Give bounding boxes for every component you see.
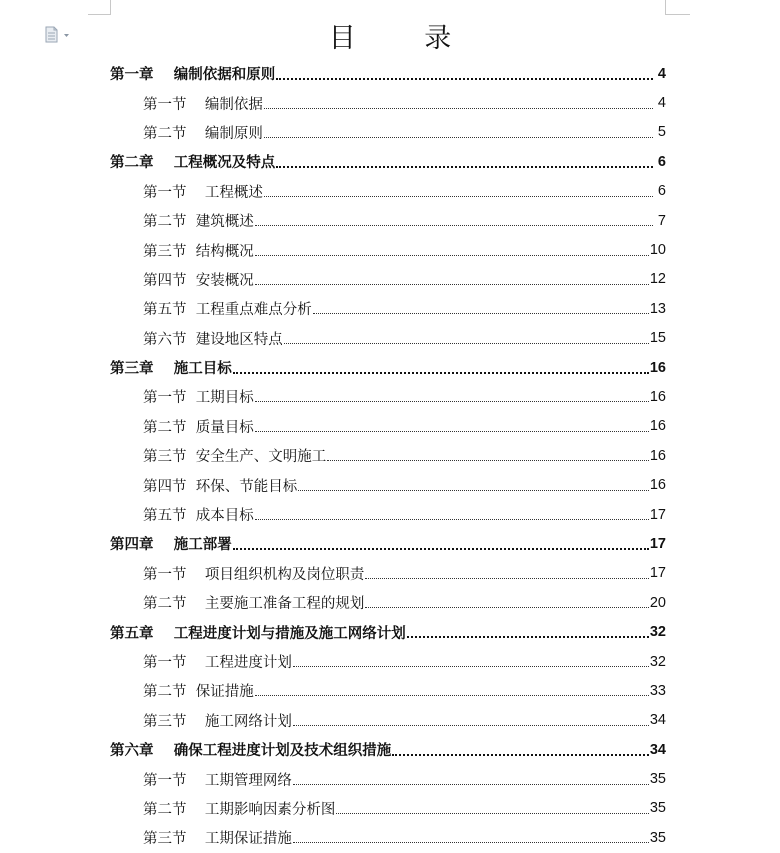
toc-entry-label: 第一节 工程概述	[143, 184, 263, 201]
dot-leader	[327, 460, 649, 461]
toc-entry-label: 第二节 工期影响因素分析图	[143, 801, 336, 818]
toc-chapter-entry[interactable]	[110, 353, 666, 382]
toc-entry-label: 第六节 建设地区特点	[143, 331, 283, 348]
toc-entry-label: 第二节 保证措施	[143, 684, 254, 701]
toc-chapter-entry[interactable]	[110, 59, 666, 88]
toc-page-number: 35	[649, 829, 666, 846]
toc-section-entry[interactable]	[110, 676, 666, 705]
toc-page-number: 10	[649, 242, 666, 259]
toc-entry-label: 第一节 工期管理网络	[143, 772, 292, 789]
dot-leader	[293, 842, 649, 843]
toc-chapter-entry[interactable]	[110, 735, 666, 764]
toc-section-entry[interactable]	[110, 647, 666, 676]
toc-section-entry[interactable]	[110, 382, 666, 411]
toc-entry-label: 第一节 项目组织机构及岗位职责	[143, 566, 365, 583]
toc-entry-label: 第二节 编制原则	[143, 125, 263, 142]
toc-page-number: 4	[657, 95, 666, 112]
toc-entry-label: 第二章 工程概况及特点	[110, 155, 276, 172]
dot-leader	[233, 372, 649, 374]
toc-page-number: 33	[649, 682, 666, 699]
dot-leader	[255, 255, 649, 256]
dot-leader	[407, 636, 649, 638]
dot-leader	[264, 196, 653, 197]
toc-chapter-entry[interactable]	[110, 529, 666, 558]
toc-section-entry[interactable]	[110, 412, 666, 441]
dot-leader	[365, 578, 648, 579]
toc-page-number: 34	[649, 741, 666, 758]
toc-page-number: 6	[657, 153, 666, 170]
dot-leader	[313, 313, 649, 314]
toc-page-number: 20	[649, 594, 666, 611]
dot-leader	[255, 225, 653, 226]
dot-leader	[293, 725, 649, 726]
dot-leader	[264, 137, 653, 138]
toc-chapter-entry[interactable]	[110, 147, 666, 176]
toc-section-entry[interactable]	[110, 559, 666, 588]
toc-entry-label: 第二节 质量目标	[143, 419, 254, 436]
toc-page-number: 35	[649, 771, 666, 788]
dot-leader	[392, 754, 649, 756]
toc-page-number: 34	[649, 712, 666, 729]
crop-mark-top-left	[88, 0, 111, 15]
dot-leader	[365, 607, 648, 608]
dot-leader	[255, 431, 649, 432]
dot-leader	[264, 108, 653, 109]
toc-entry-label: 第三节 施工网络计划	[143, 713, 292, 730]
toc-entry-label: 第一节 工程进度计划	[143, 655, 292, 671]
toc-page-number: 16	[649, 418, 666, 435]
toc-entry-label: 第三节 安全生产、文明施工	[143, 449, 327, 466]
dot-leader	[255, 695, 649, 696]
toc-entry-label: 第一章 编制依据和原则	[110, 67, 276, 84]
dot-leader	[255, 519, 649, 520]
toc-section-entry[interactable]	[110, 235, 666, 264]
toc-section-entry[interactable]	[110, 794, 666, 823]
toc-section-entry[interactable]	[110, 500, 666, 529]
toc-section-entry[interactable]	[110, 118, 666, 147]
dot-leader	[276, 78, 653, 80]
toc-section-entry[interactable]	[110, 588, 666, 617]
table-of-contents	[110, 59, 666, 853]
toc-page-number: 7	[657, 212, 666, 229]
dot-leader	[233, 548, 649, 550]
dot-leader	[336, 813, 648, 814]
toc-entry-label: 第三节 工期保证措施	[143, 831, 292, 848]
toc-section-entry[interactable]	[110, 88, 666, 117]
toc-page-number: 17	[649, 506, 666, 523]
toc-page-number: 12	[649, 271, 666, 288]
toc-page-number: 16	[649, 388, 666, 405]
toc-entry-label: 第五节 工程重点难点分析	[143, 302, 312, 319]
toc-entry-label: 第四章 施工部署	[110, 537, 232, 554]
toc-entry-label: 第二节 主要施工准备工程的规划	[143, 596, 365, 613]
dot-leader	[293, 784, 649, 785]
toc-section-entry[interactable]	[110, 764, 666, 793]
dot-leader	[255, 284, 649, 285]
toc-title: 目 录	[328, 23, 482, 54]
toc-page-number: 32	[649, 653, 666, 670]
toc-section-entry[interactable]	[110, 294, 666, 323]
toc-page-number: 32	[649, 624, 666, 641]
toc-section-entry[interactable]	[110, 441, 666, 470]
toc-entry-label: 第三节 结构概况	[143, 243, 254, 260]
dot-leader	[293, 666, 649, 667]
toc-entry-label: 第五节 成本目标	[143, 508, 254, 525]
toc-entry-label: 第四节 环保、节能目标	[143, 478, 298, 495]
toc-page-number: 15	[649, 330, 666, 347]
toc-entry-label: 第二节 建筑概述	[143, 214, 254, 231]
toc-page-number: 35	[649, 800, 666, 817]
toc-section-entry[interactable]	[110, 823, 666, 852]
toc-page-number: 5	[657, 124, 666, 141]
toc-section-entry[interactable]	[110, 324, 666, 353]
toc-section-entry[interactable]	[110, 206, 666, 235]
toc-entry-label: 第五章 工程进度计划与措施及施工网络计划	[110, 625, 406, 642]
dot-leader	[276, 166, 653, 168]
dot-leader	[284, 343, 649, 344]
toc-entry-label: 第一节 编制依据	[143, 96, 263, 113]
toc-page-number: 13	[649, 300, 666, 317]
toc-page-number: 16	[649, 477, 666, 494]
toc-section-entry[interactable]	[110, 177, 666, 206]
toc-page-number: 17	[649, 565, 666, 582]
dot-leader	[255, 401, 649, 402]
toc-page-number: 4	[657, 65, 666, 82]
toc-entry-label: 第一节 工期目标	[143, 390, 254, 407]
toc-section-entry[interactable]	[110, 470, 666, 499]
toc-entry-label: 第四节 安装概况	[143, 272, 254, 289]
crop-mark-top-right	[665, 0, 690, 15]
toc-entry-label: 第三章 施工目标	[110, 361, 232, 378]
toc-section-entry[interactable]	[110, 706, 666, 735]
toc-section-entry[interactable]	[110, 265, 666, 294]
toc-page-number: 16	[649, 447, 666, 464]
toc-chapter-entry[interactable]	[110, 617, 666, 646]
toc-page-number: 17	[649, 535, 666, 552]
toc-entry-label: 第六章 确保工程进度计划及技术组织措施	[110, 743, 392, 760]
toc-page-number: 16	[649, 359, 666, 376]
toc-page-number: 6	[657, 183, 666, 200]
dot-leader	[298, 490, 649, 491]
